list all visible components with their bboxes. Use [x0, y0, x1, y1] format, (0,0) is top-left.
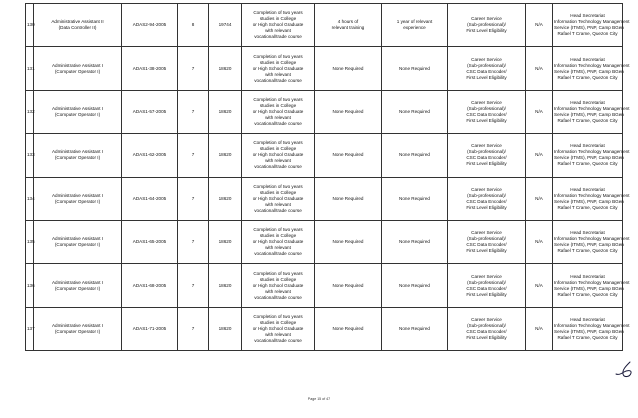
salary-grade-cell: 7: [178, 47, 209, 90]
eligibility-requirement-cell: [448, 4, 526, 47]
eligibility-requirement-line: First Level Eligibility: [466, 334, 507, 340]
plantilla-item-no-cell: ADAS1-64-2005: [122, 177, 178, 220]
position-title-line: Administrative Assistant I: [51, 236, 104, 242]
training-requirement-line: 4 hours of: [337, 19, 359, 25]
education-requirement-line: Completion of two years: [253, 183, 303, 189]
eligibility-requirement-line: Career Service: [471, 273, 502, 279]
place-of-assignment-line: Rafael T Crame, Quezon City: [557, 74, 618, 80]
education-requirement-cell: [242, 47, 315, 90]
experience-requirement-line: 1 year of relevant: [396, 19, 433, 25]
position-title-cell: [34, 177, 122, 220]
eligibility-requirement-line: (Sub-professional)/: [467, 149, 506, 155]
experience-requirement-cell: [382, 264, 448, 307]
training-requirement-cell: [315, 220, 382, 263]
eligibility-requirement-cell: [448, 90, 526, 133]
competency-cell: N/A: [526, 134, 553, 177]
monthly-salary-cell: 18620: [209, 177, 242, 220]
eligibility-requirement-line: First Level Eligibility: [466, 291, 507, 297]
training-requirement-line: None Required: [332, 195, 364, 201]
education-requirement-line: or High School Graduate: [252, 65, 304, 71]
training-requirement-cell: [315, 4, 382, 47]
row-number-cell: 133: [26, 134, 34, 177]
education-requirement-line: with relevant: [265, 28, 291, 34]
education-requirement-line: vocational/trade course: [254, 207, 302, 213]
education-requirement-line: Completion of two years: [253, 270, 303, 276]
place-of-assignment-line: Information Technology Management: [554, 236, 630, 242]
position-title-line: Administrative Assistant I: [51, 149, 104, 155]
row-number-cell: 131: [26, 47, 34, 90]
experience-requirement-line: None Required: [399, 65, 430, 71]
education-requirement-line: or High School Graduate: [252, 195, 304, 201]
position-title-line: Administrative Assistant I: [51, 192, 104, 198]
position-title-line: Administrative Assistant I: [51, 322, 104, 328]
training-requirement-cell: [315, 177, 382, 220]
position-title-cell: [34, 264, 122, 307]
eligibility-requirement-cell: [448, 264, 526, 307]
position-title-line: Administrative Assistant I: [51, 105, 104, 111]
place-of-assignment-cell: [553, 4, 630, 47]
place-of-assignment-line: Head Secretariat: [570, 99, 605, 105]
education-requirement-line: studies in College: [259, 189, 297, 195]
plantilla-item-no-cell: ADAS2-94-2005: [122, 4, 178, 47]
table-row: [26, 264, 623, 307]
position-title-cell: [34, 47, 122, 90]
position-title-cell: [34, 4, 122, 47]
table-row: [26, 4, 623, 47]
education-requirement-cell: [242, 307, 315, 350]
place-of-assignment-line: Service (ITMS), PNP, Camp BGen: [554, 242, 624, 248]
place-of-assignment-line: Information Technology Management: [554, 192, 630, 198]
education-requirement-line: studies in College: [259, 146, 297, 152]
eligibility-requirement-line: (Sub-professional)/: [467, 192, 506, 198]
position-title-line: (Computer Operator I): [54, 285, 101, 291]
eligibility-requirement-line: CSC Data Encoder/: [466, 242, 507, 248]
place-of-assignment-line: Service (ITMS), PNP, Camp BGen: [554, 328, 624, 334]
vacancy-table: [25, 3, 630, 351]
plantilla-item-no-cell: ADAS1-65-2005: [122, 220, 178, 263]
education-requirement-line: vocational/trade course: [254, 164, 302, 170]
eligibility-requirement-line: Career Service: [471, 56, 502, 62]
eligibility-requirement-line: CSC Data Encoder/: [466, 285, 507, 291]
education-requirement-line: vocational/trade course: [254, 294, 302, 300]
place-of-assignment-line: Service (ITMS), PNP, Camp BGen: [554, 25, 624, 31]
training-requirement-cell: [315, 307, 382, 350]
education-requirement-line: vocational/trade course: [254, 77, 302, 83]
education-requirement-line: or High School Graduate: [252, 239, 304, 245]
place-of-assignment-line: Head Secretariat: [570, 273, 605, 279]
position-title-line: (Computer Operator I): [54, 111, 101, 117]
training-requirement-line: relevant training: [331, 25, 365, 31]
row-number-cell: 134: [26, 177, 34, 220]
salary-grade-cell: 8: [178, 4, 209, 47]
row-number-cell: 132: [26, 90, 34, 133]
place-of-assignment-line: Information Technology Management: [554, 19, 630, 25]
eligibility-requirement-line: Career Service: [471, 186, 502, 192]
eligibility-requirement-line: First Level Eligibility: [466, 28, 507, 34]
experience-requirement-cell: [382, 177, 448, 220]
experience-requirement-line: None Required: [399, 195, 430, 201]
experience-requirement-line: None Required: [399, 282, 430, 288]
education-requirement-line: studies in College: [259, 16, 297, 22]
salary-grade-cell: 7: [178, 264, 209, 307]
place-of-assignment-line: Rafael T Crame, Quezon City: [557, 161, 618, 167]
monthly-salary-cell: 18620: [209, 90, 242, 133]
training-requirement-cell: [315, 264, 382, 307]
place-of-assignment-cell: [553, 220, 630, 263]
place-of-assignment-line: Rafael T Crame, Quezon City: [557, 334, 618, 340]
education-requirement-line: studies in College: [259, 102, 297, 108]
place-of-assignment-line: Head Secretariat: [570, 143, 605, 149]
monthly-salary-cell: 18620: [209, 307, 242, 350]
education-requirement-line: studies in College: [259, 276, 297, 282]
eligibility-requirement-cell: [448, 47, 526, 90]
place-of-assignment-line: Information Technology Management: [554, 322, 630, 328]
competency-cell: N/A: [526, 220, 553, 263]
education-requirement-line: studies in College: [259, 319, 297, 325]
training-requirement-line: None Required: [332, 239, 364, 245]
education-requirement-line: with relevant: [265, 288, 291, 294]
position-title-line: (Computer Operator I): [54, 198, 101, 204]
table-row: [26, 47, 623, 90]
place-of-assignment-line: Head Secretariat: [570, 56, 605, 62]
monthly-salary-cell: 18620: [209, 47, 242, 90]
place-of-assignment-cell: [553, 134, 630, 177]
education-requirement-cell: [242, 264, 315, 307]
place-of-assignment-line: Head Secretariat: [570, 230, 605, 236]
plantilla-item-no-cell: ADAS1-57-2005: [122, 90, 178, 133]
education-requirement-line: with relevant: [265, 158, 291, 164]
eligibility-requirement-cell: [448, 177, 526, 220]
competency-cell: N/A: [526, 47, 553, 90]
education-requirement-line: Completion of two years: [253, 53, 303, 59]
competency-cell: N/A: [526, 307, 553, 350]
place-of-assignment-line: Head Secretariat: [570, 13, 605, 19]
place-of-assignment-line: Rafael T Crame, Quezon City: [557, 204, 618, 210]
place-of-assignment-line: Information Technology Management: [554, 105, 630, 111]
training-requirement-line: None Required: [332, 65, 364, 71]
position-title-line: Administrative Assistant I: [51, 279, 104, 285]
education-requirement-line: vocational/trade course: [254, 337, 302, 343]
eligibility-requirement-cell: [448, 134, 526, 177]
eligibility-requirement-line: Career Service: [471, 316, 502, 322]
position-title-line: (Computer Operator I): [54, 242, 101, 248]
education-requirement-cell: [242, 4, 315, 47]
experience-requirement-line: None Required: [399, 325, 430, 331]
experience-requirement-line: experience: [403, 25, 426, 31]
salary-grade-cell: 7: [178, 307, 209, 350]
plantilla-item-no-cell: ADAS1-71-2005: [122, 307, 178, 350]
position-title-line: (Computer Operator I): [54, 68, 101, 74]
handwritten-initial-mark: [614, 360, 634, 380]
place-of-assignment-line: Information Technology Management: [554, 62, 630, 68]
plantilla-item-no-cell: ADAS1-62-2005: [122, 134, 178, 177]
eligibility-requirement-line: Career Service: [471, 143, 502, 149]
monthly-salary-cell: 18620: [209, 134, 242, 177]
salary-grade-cell: 7: [178, 90, 209, 133]
eligibility-requirement-line: First Level Eligibility: [466, 248, 507, 254]
education-requirement-line: with relevant: [265, 331, 291, 337]
row-number-cell: 137: [26, 307, 34, 350]
eligibility-requirement-line: CSC Data Encoder/: [466, 198, 507, 204]
competency-cell: N/A: [526, 90, 553, 133]
experience-requirement-cell: [382, 134, 448, 177]
experience-requirement-line: None Required: [399, 152, 430, 158]
position-title-cell: [34, 134, 122, 177]
education-requirement-cell: [242, 90, 315, 133]
place-of-assignment-line: Rafael T Crame, Quezon City: [557, 31, 618, 37]
eligibility-requirement-line: CSC Data Encoder/: [466, 111, 507, 117]
place-of-assignment-cell: [553, 47, 630, 90]
plantilla-item-no-cell: ADAS1-38-2005: [122, 47, 178, 90]
education-requirement-line: vocational/trade course: [254, 251, 302, 257]
experience-requirement-cell: [382, 90, 448, 133]
education-requirement-line: or High School Graduate: [252, 282, 304, 288]
eligibility-requirement-line: (Sub-professional)/: [467, 105, 506, 111]
place-of-assignment-line: Service (ITMS), PNP, Camp BGen: [554, 285, 624, 291]
table-row: [26, 134, 623, 177]
education-requirement-line: vocational/trade course: [254, 34, 302, 40]
position-title-line: (Computer Operator I): [54, 328, 101, 334]
experience-requirement-cell: [382, 47, 448, 90]
education-requirement-cell: [242, 177, 315, 220]
salary-grade-cell: 7: [178, 134, 209, 177]
training-requirement-cell: [315, 47, 382, 90]
training-requirement-line: None Required: [332, 108, 364, 114]
eligibility-requirement-line: (Sub-professional)/: [467, 22, 506, 28]
eligibility-requirement-line: CSC Data Encoder/: [466, 328, 507, 334]
place-of-assignment-line: Service (ITMS), PNP, Camp BGen: [554, 68, 624, 74]
education-requirement-line: with relevant: [265, 114, 291, 120]
place-of-assignment-line: Rafael T Crame, Quezon City: [557, 117, 618, 123]
position-title-cell: [34, 307, 122, 350]
education-requirement-line: or High School Graduate: [252, 325, 304, 331]
experience-requirement-cell: [382, 307, 448, 350]
table-row: [26, 90, 623, 133]
experience-requirement-cell: [382, 4, 448, 47]
place-of-assignment-cell: [553, 90, 630, 133]
place-of-assignment-line: Service (ITMS), PNP, Camp BGen: [554, 198, 624, 204]
eligibility-requirement-line: CSC Data Encoder/: [466, 155, 507, 161]
education-requirement-line: Completion of two years: [253, 313, 303, 319]
place-of-assignment-line: Rafael T Crame, Quezon City: [557, 248, 618, 254]
competency-cell: N/A: [526, 177, 553, 220]
eligibility-requirement-line: (Sub-professional)/: [467, 236, 506, 242]
place-of-assignment-line: Information Technology Management: [554, 279, 630, 285]
place-of-assignment-line: Information Technology Management: [554, 149, 630, 155]
eligibility-requirement-line: Career Service: [471, 16, 502, 22]
place-of-assignment-cell: [553, 307, 630, 350]
competency-cell: N/A: [526, 264, 553, 307]
education-requirement-line: Completion of two years: [253, 96, 303, 102]
education-requirement-line: studies in College: [259, 59, 297, 65]
eligibility-requirement-line: Career Service: [471, 230, 502, 236]
experience-requirement-line: None Required: [399, 108, 430, 114]
education-requirement-line: vocational/trade course: [254, 120, 302, 126]
row-number-cell: 135: [26, 220, 34, 263]
position-title-line: (Computer Operator I): [54, 155, 101, 161]
eligibility-requirement-line: First Level Eligibility: [466, 117, 507, 123]
place-of-assignment-line: Service (ITMS), PNP, Camp BGen: [554, 155, 624, 161]
eligibility-requirement-line: (Sub-professional)/: [467, 322, 506, 328]
education-requirement-line: with relevant: [265, 245, 291, 251]
eligibility-requirement-line: First Level Eligibility: [466, 161, 507, 167]
eligibility-requirement-line: CSC Data Encoder/: [466, 68, 507, 74]
position-title-line: Administrative Assistant I: [51, 62, 104, 68]
education-requirement-line: with relevant: [265, 71, 291, 77]
salary-grade-cell: 7: [178, 177, 209, 220]
education-requirement-line: Completion of two years: [253, 227, 303, 233]
monthly-salary-cell: 18620: [209, 264, 242, 307]
place-of-assignment-cell: [553, 264, 630, 307]
training-requirement-line: None Required: [332, 325, 364, 331]
salary-grade-cell: 7: [178, 220, 209, 263]
training-requirement-line: None Required: [332, 282, 364, 288]
place-of-assignment-line: Service (ITMS), PNP, Camp BGen: [554, 111, 624, 117]
education-requirement-line: Completion of two years: [253, 10, 303, 16]
eligibility-requirement-line: (Sub-professional)/: [467, 279, 506, 285]
monthly-salary-cell: 18620: [209, 220, 242, 263]
row-number-cell: 130: [26, 4, 34, 47]
eligibility-requirement-line: First Level Eligibility: [466, 74, 507, 80]
table-row: [26, 177, 623, 220]
position-title-line: (Data Controller II): [58, 25, 97, 31]
eligibility-requirement-line: Career Service: [471, 99, 502, 105]
table-row: [26, 220, 623, 263]
training-requirement-cell: [315, 90, 382, 133]
place-of-assignment-line: Head Secretariat: [570, 316, 605, 322]
education-requirement-line: with relevant: [265, 201, 291, 207]
table-body: [26, 4, 630, 351]
row-number-cell: 136: [26, 264, 34, 307]
monthly-salary-cell: 19744: [209, 4, 242, 47]
eligibility-requirement-line: First Level Eligibility: [466, 204, 507, 210]
education-requirement-line: Completion of two years: [253, 140, 303, 146]
education-requirement-cell: [242, 134, 315, 177]
experience-requirement-cell: [382, 220, 448, 263]
position-title-cell: [34, 90, 122, 133]
competency-cell: N/A: [526, 4, 553, 47]
training-requirement-line: None Required: [332, 152, 364, 158]
education-requirement-line: or High School Graduate: [252, 108, 304, 114]
eligibility-requirement-line: (Sub-professional)/: [467, 62, 506, 68]
position-title-line: Administrative Assistant II: [51, 19, 104, 25]
eligibility-requirement-cell: [448, 307, 526, 350]
plantilla-item-no-cell: ADAS1-68-2005: [122, 264, 178, 307]
education-requirement-line: or High School Graduate: [252, 152, 304, 158]
place-of-assignment-line: Head Secretariat: [570, 186, 605, 192]
education-requirement-cell: [242, 220, 315, 263]
training-requirement-cell: [315, 134, 382, 177]
experience-requirement-line: None Required: [399, 239, 430, 245]
position-title-cell: [34, 220, 122, 263]
education-requirement-line: studies in College: [259, 233, 297, 239]
place-of-assignment-cell: [553, 177, 630, 220]
education-requirement-line: or High School Graduate: [252, 22, 304, 28]
page-footer: Page 15 of 47: [307, 397, 331, 401]
table-row: [26, 307, 623, 350]
eligibility-requirement-cell: [448, 220, 526, 263]
place-of-assignment-line: Rafael T Crame, Quezon City: [557, 291, 618, 297]
